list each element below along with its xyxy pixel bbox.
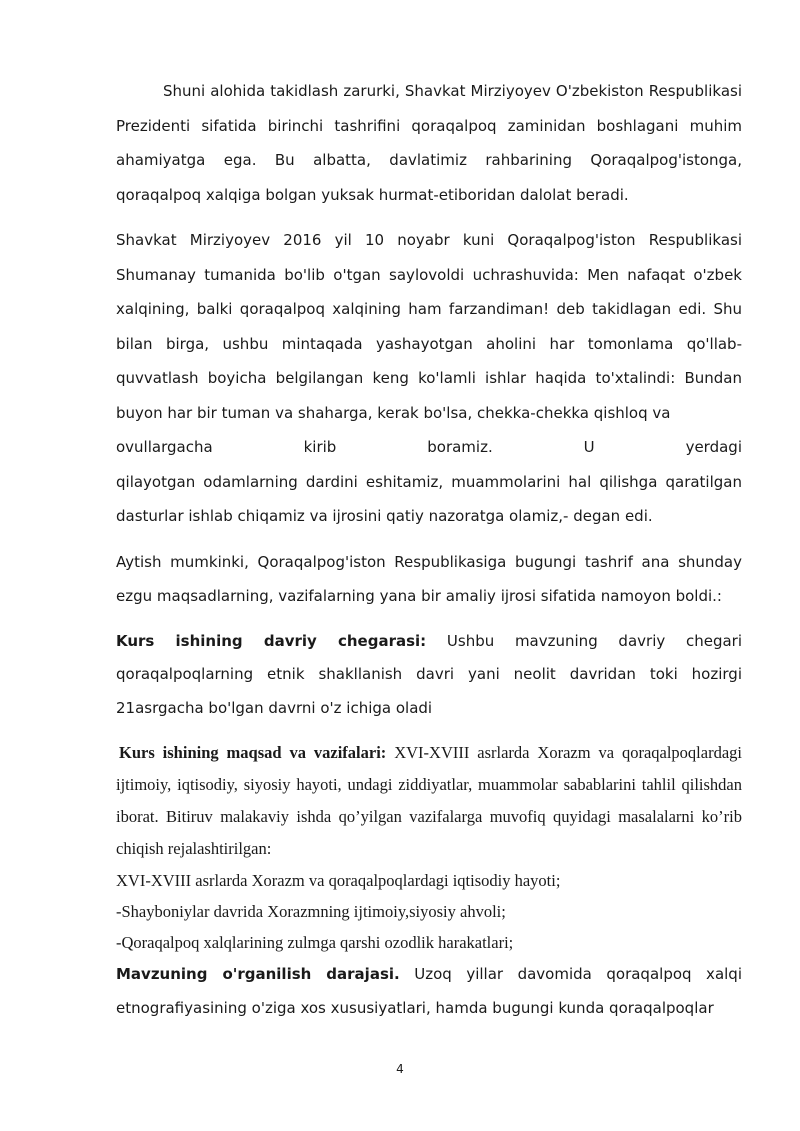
paragraph-election-part-2: ovullargacha kirib boramiz. U yerdagi [116, 438, 742, 456]
paragraph-goals [116, 737, 742, 865]
paragraph-period [116, 625, 742, 726]
paragraph-study-level [116, 958, 742, 1025]
paragraph-intro: Shuni alohida takidlash zarurki, Shavkat Mirziyoyev O'zbekiston Respublikasi Prezidenti sifatida birinchi tashrifini qoraqalpoq zaminidan boshlagani muhim ahamiyatga ega. Bu albatta, davlatimiz rahbarining Qoraqalpog'istonga, qoraqalpoq xalqiga bolgan yuksak hurmat-etiboridan dalolat beradi. [116, 82, 742, 204]
paragraph-election-part-1: Shavkat Mirziyoyev 2016 yil 10 noyabr kuni Qoraqalpog'iston Respublikasi Shumanay tumanida bo'lib o'tgan saylovoldi uchrashuvida: Men nafaqat o'zbek xalqining, balki qoraqalpoq xalqining ham farzandiman! deb takidlagan edi. Shu bilan birga, ushbu mintaqada yashayotgan aholini har tomonlama qo'llab-quvvatlash boyicha belgilangan keng ko'lamli ishlar haqida to'xtalindi: Bundan buyon har bir tuman va shaharga, kerak bo'lsa, chekka-chekka qishloq va [116, 231, 742, 422]
study-level-text: Uzoq yillar davomida qoraqalpoq xalqi etnografiyasining o'ziga xos xususiyatlari, hamda bugungi kunda qoraqalpoqlar [116, 965, 742, 1017]
goals-label: Kurs ishining maqsad va vazifalari: [119, 743, 387, 762]
list-item: -Shayboniylar davrida Xorazmning ijtimoiy,siyosiy ahvoli; [116, 902, 506, 921]
list-item: XVI-XVIII asrlarda Xorazm va qoraqalpoqlardagi iqtisodiy hayoti; [116, 871, 561, 890]
paragraph-election-part-3: qilayotgan odamlarning dardini eshitamiz, muammolarini hal qilishga qaratilgan dasturlar ishlab chiqamiz va ijrosini qatiy nazoratga olamiz,- degan edi. [116, 472, 742, 525]
period-text: Ushbu mavzuning davriy chegari qoraqalpoqlarning etnik shakllanish davri yani neolit davridan toki hozirgi 21asrgacha bo'lgan davrni o'z ichiga oladi [116, 631, 742, 717]
document-page [116, 74, 742, 1025]
paragraph-visit: Aytish mumkinki, Qoraqalpog'iston Respublikasiga bugungi tashrif ana shunday ezgu maqsadlarning, vazifalarning yana bir amaliy ijrosi sifatida namoyon boldi.: [116, 552, 742, 605]
page-number: 4 [396, 1062, 404, 1076]
list-item: -Qoraqalpoq xalqlarining zulmga qarshi ozodlik harakatlari; [116, 933, 514, 952]
goals-text: XVI-XVIII asrlarda Xorazm va qoraqalpoqlardagi ijtimoiy, iqtisodiy, siyosiy hayoti, undagi ziddiyatlar, muammolar sabablarini tahlil qilishdan iborat. Bitiruv malakaviy ishda qo’yilgan vazifalarga muvofiq quyidagi masalalarni ko’rib chiqish rejalashtirilgan: [116, 743, 742, 858]
paragraph-election-meeting [116, 223, 742, 534]
period-label: Kurs ishining davriy chegarasi: [116, 631, 427, 650]
study-level-label: Mavzuning o'rganilish darajasi. [116, 965, 400, 983]
